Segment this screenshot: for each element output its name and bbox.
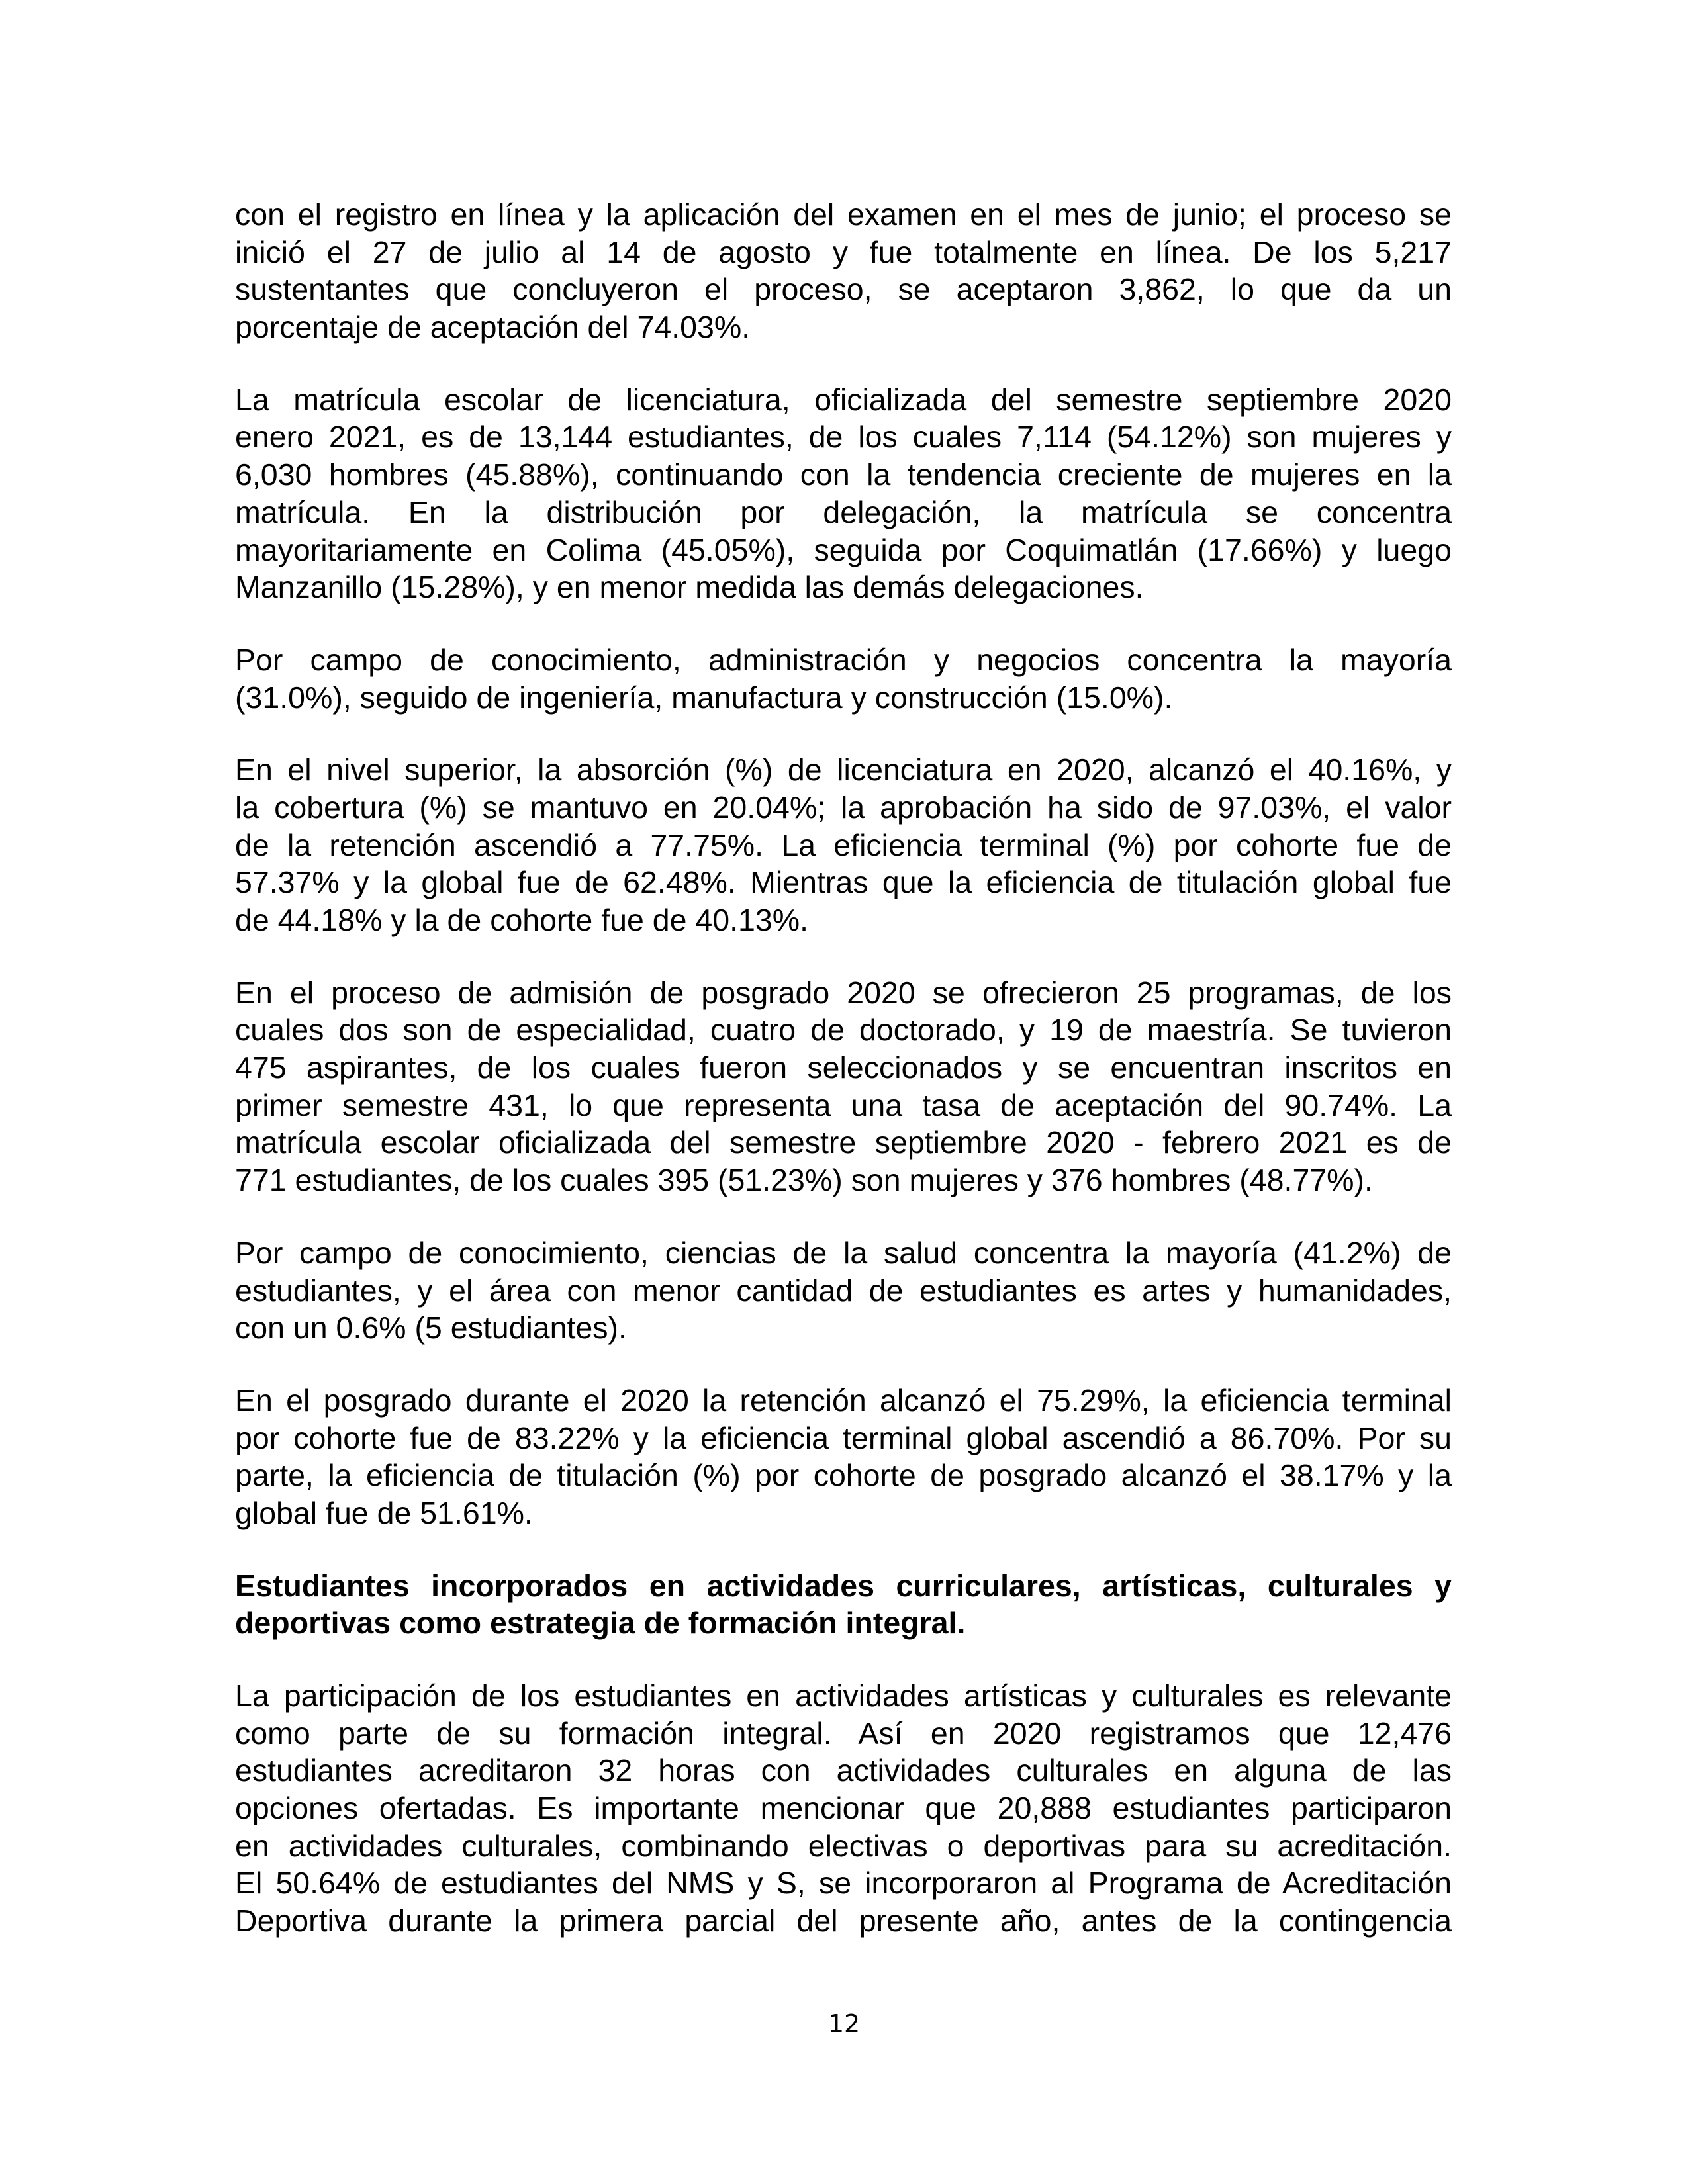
text-line: cuales dos son de especialidad, cuatro de doctorado, y 19 de maestría. Se tuvieron — [235, 1013, 1452, 1048]
text-line: matrícula escolar oficializada del semestre septiembre 2020 - febrero 2021 es de — [235, 1125, 1452, 1160]
text-line: de la retención ascendió a 77.75%. La eficiencia terminal (%) por cohorte fue de — [235, 827, 1452, 862]
text-line: mayoritariamente en Colima (45.05%), seguida por Coquimatlán (17.66%) y luego — [235, 532, 1452, 567]
text-line: 475 aspirantes, de los cuales fueron seleccionados y se encuentran inscritos en — [235, 1050, 1452, 1085]
text-line: Manzanillo (15.28%), y en menor medida las demás delegaciones. — [235, 570, 1144, 605]
paragraph-admision-licenciatura — [235, 196, 1452, 346]
text-line: la cobertura (%) se mantuvo en 20.04%; la aprobación ha sido de 97.03%, el valor — [235, 790, 1452, 825]
text-line: (31.0%), seguido de ingeniería, manufactura y construcción (15.0%). — [235, 680, 1173, 715]
text-line: Deportiva durante la primera parcial del presente año, antes de la contingencia — [235, 1903, 1452, 1938]
text-line: con el registro en línea y la aplicación del examen en el mes de junio; el proceso se — [235, 197, 1452, 232]
text-line: global fue de 51.61%. — [235, 1495, 533, 1530]
text-line: 57.37% y la global fue de 62.48%. Mientras que la eficiencia de titulación global fue — [235, 865, 1452, 900]
text-line: estudiantes, y el área con menor cantidad de estudiantes es artes y humanidades, — [235, 1273, 1452, 1308]
paragraph-indicadores-nivel-superior — [235, 751, 1452, 938]
paragraph-indicadores-posgrado — [235, 1382, 1452, 1532]
text-line: opciones ofertadas. Es importante mencionar que 20,888 estudiantes participaron — [235, 1791, 1452, 1826]
text-line: 6,030 hombres (45.88%), continuando con la tendencia creciente de mujeres en la — [235, 457, 1452, 492]
heading-line: Estudiantes incorporados en actividades curriculares, artísticas, culturales y — [235, 1568, 1452, 1603]
text-line: por cohorte fue de 83.22% y la eficiencia terminal global ascendió a 86.70%. Por su — [235, 1420, 1452, 1455]
text-line: de 44.18% y la de cohorte fue de 40.13%. — [235, 903, 809, 937]
page-number: 12 — [827, 2009, 861, 2038]
section-heading — [235, 1567, 1452, 1642]
text-line: En el posgrado durante el 2020 la retención alcanzó el 75.29%, la eficiencia terminal — [235, 1383, 1452, 1418]
text-line: Por campo de conocimiento, ciencias de la salud concentra la mayoría (41.2%) de — [235, 1235, 1452, 1270]
paragraph-campo-conocimiento-licenciatura — [235, 641, 1452, 716]
text-line: matrícula. En la distribución por delegación, la matrícula se concentra — [235, 494, 1452, 529]
heading-line: deportivas como estrategia de formación integral. — [235, 1606, 966, 1641]
text-line: Por campo de conocimiento, administración y negocios concentra la mayoría — [235, 642, 1452, 677]
text-line: El 50.64% de estudiantes del NMS y S, se incorporaron al Programa de Acreditación — [235, 1866, 1452, 1901]
text-line: 771 estudiantes, de los cuales 395 (51.23%) son mujeres y 376 hombres (48.77%). — [235, 1163, 1373, 1198]
text-line: La matrícula escolar de licenciatura, oficializada del semestre septiembre 2020 — [235, 382, 1452, 417]
document-page — [235, 196, 1452, 1975]
paragraph-campo-conocimiento-posgrado — [235, 1234, 1452, 1347]
text-line: En el proceso de admisión de posgrado 2020 se ofrecieron 25 programas, de los — [235, 975, 1452, 1010]
paragraph-actividades-culturales — [235, 1677, 1452, 1940]
text-line: como parte de su formación integral. Así en 2020 registramos que 12,476 — [235, 1715, 1452, 1751]
text-line: estudiantes acreditaron 32 horas con actividades culturales en alguna de las — [235, 1753, 1452, 1788]
text-line: primer semestre 431, lo que representa una tasa de aceptación del 90.74%. La — [235, 1087, 1452, 1122]
text-line: sustentantes que concluyeron el proceso, se aceptaron 3,862, lo que da un — [235, 272, 1452, 307]
text-line: La participación de los estudiantes en actividades artísticas y culturales es relevante — [235, 1678, 1452, 1713]
text-line: En el nivel superior, la absorción (%) de licenciatura en 2020, alcanzó el 40.16%, y — [235, 752, 1452, 788]
text-line: en actividades culturales, combinando electivas o deportivas para su acreditación. — [235, 1828, 1452, 1863]
text-line: con un 0.6% (5 estudiantes). — [235, 1310, 627, 1345]
text-line: enero 2021, es de 13,144 estudiantes, de los cuales 7,114 (54.12%) son mujeres y — [235, 420, 1452, 455]
paragraph-matricula-licenciatura — [235, 381, 1452, 606]
paragraph-admision-posgrado — [235, 974, 1452, 1199]
text-line: parte, la eficiencia de titulación (%) por cohorte de posgrado alcanzó el 38.17% y la — [235, 1458, 1452, 1493]
text-line: porcentaje de aceptación del 74.03%. — [235, 310, 751, 345]
text-line: inició el 27 de julio al 14 de agosto y fue totalmente en línea. De los 5,217 — [235, 234, 1452, 269]
